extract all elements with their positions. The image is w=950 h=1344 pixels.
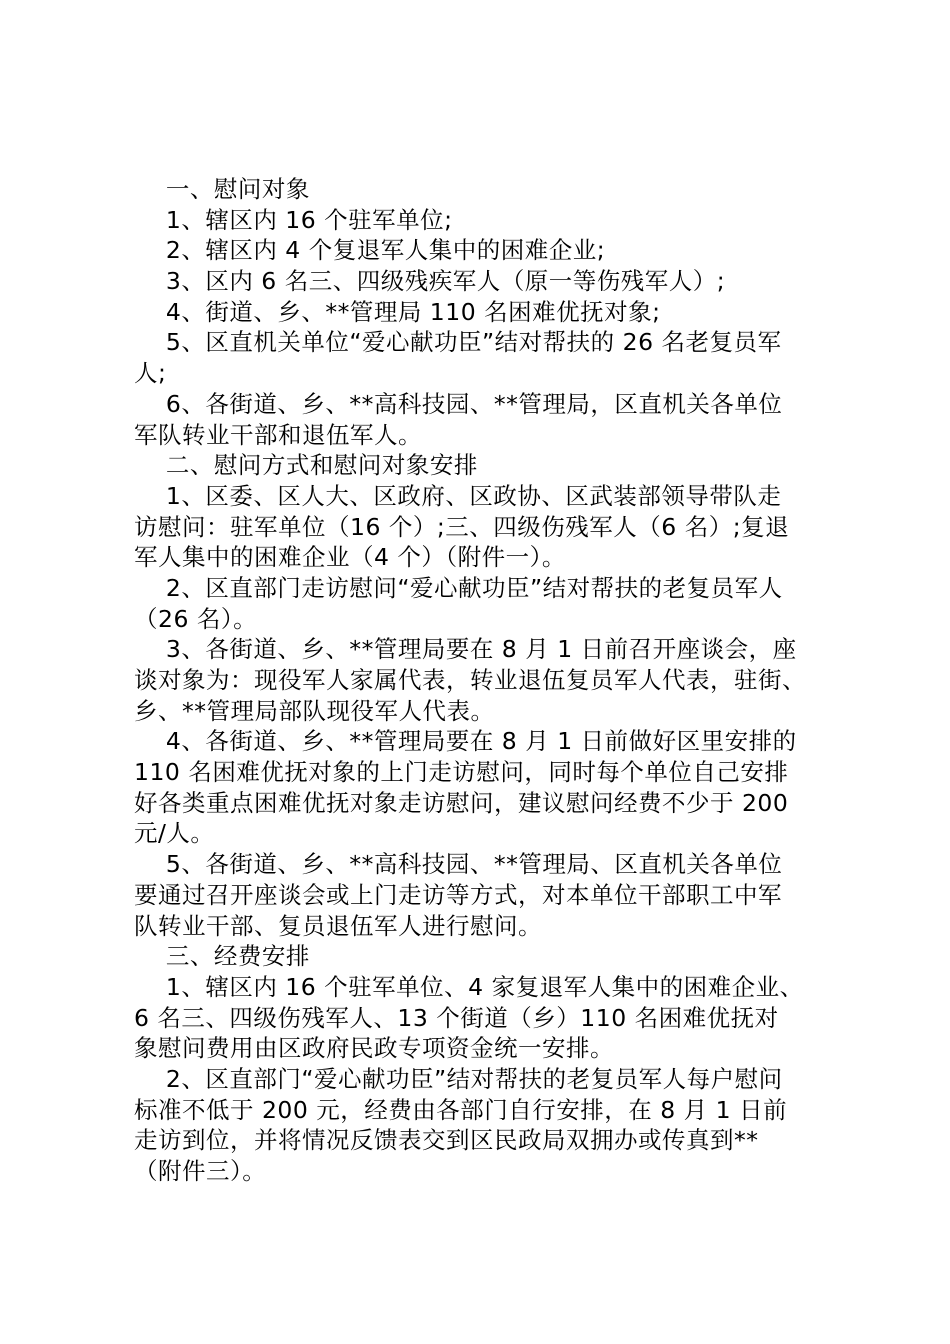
section-heading-1: 一、慰问对象 [134,175,310,203]
paragraph-line: 人; [134,359,167,388]
paragraph-line: 标准不低于 200 元，经费由各部门自行安排，在 8 月 1 日前 [134,1095,788,1124]
paragraph-line: 3、各街道、乡、**管理局要在 8 月 1 日前召开座谈会，座 [134,635,797,664]
section-heading-2: 二、慰问方式和慰问对象安排 [134,451,478,480]
paragraph-line: 6 名三、四级伤残军人、13 个街道（乡）110 名困难优抚对 [134,1003,779,1032]
section-heading-3: 三、经费安排 [134,942,310,971]
paragraph-line: 象慰问费用由区政府民政专项资金统一安排。 [134,1034,614,1063]
paragraph-line: 2、区直部门走访慰问“爱心献功臣”结对帮扶的老复员军人 [134,573,783,602]
paragraph-line: 2、辖区内 4 个复退军人集中的困难企业; [134,236,606,265]
paragraph-line: 军队转业干部和退伍军人。 [134,420,422,449]
paragraph-line: 110 名困难优抚对象的上门走访慰问，同时每个单位自己安排 [134,758,789,787]
paragraph-line: 走访到位，并将情况反馈表交到区民政局双拥办或传真到** [134,1126,759,1155]
paragraph-line: 1、辖区内 16 个驻军单位、4 家复退军人集中的困难企业、 [134,972,804,1001]
paragraph-line: 军人集中的困难企业（4 个）（附件一）。 [134,543,566,572]
paragraph-line: 5、各街道、乡、**高科技园、**管理局、区直机关各单位 [134,850,783,879]
paragraph-line: 谈对象为：现役军人家属代表，转业退伍复员军人代表，驻街、 [134,666,806,694]
document-body [134,174,834,1187]
paragraph-line: 好各类重点困难优抚对象走访慰问，建议慰问经费不少于 200 [134,788,789,817]
paragraph-line: 6、各街道、乡、**高科技园、**管理局，区直机关各单位 [134,389,783,418]
paragraph-line: 4、街道、乡、**管理局 110 名困难优抚对象; [134,297,661,326]
paragraph-line: 访慰问：驻军单位（16 个）;三、四级伤残军人（6 名）;复退 [134,512,790,541]
paragraph-line: 元/人。 [134,819,215,848]
paragraph-line: 3、区内 6 名三、四级残疾军人（原一等伤残军人）; [134,267,726,296]
paragraph-line: 2、区直部门“爱心献功臣”结对帮扶的老复员军人每户慰问 [134,1064,783,1093]
paragraph-line: 1、辖区内 16 个驻军单位; [134,205,453,234]
paragraph-line: 乡、**管理局部队现役军人代表。 [134,696,495,725]
paragraph-line: 队转业干部、复员退伍军人进行慰问。 [134,911,542,940]
paragraph-line: （附件三）。 [134,1157,267,1185]
paragraph-line: （26 名）。 [134,604,258,633]
paragraph-line: 5、区直机关单位“爱心献功臣”结对帮扶的 26 名老复员军 [134,328,782,357]
paragraph-line: 4、各街道、乡、**管理局要在 8 月 1 日前做好区里安排的 [134,727,797,756]
paragraph-line: 1、区委、区人大、区政府、区政协、区武装部领导带队走 [134,481,782,510]
paragraph-line: 要通过召开座谈会或上门走访等方式，对本单位干部职工中军 [134,880,782,909]
